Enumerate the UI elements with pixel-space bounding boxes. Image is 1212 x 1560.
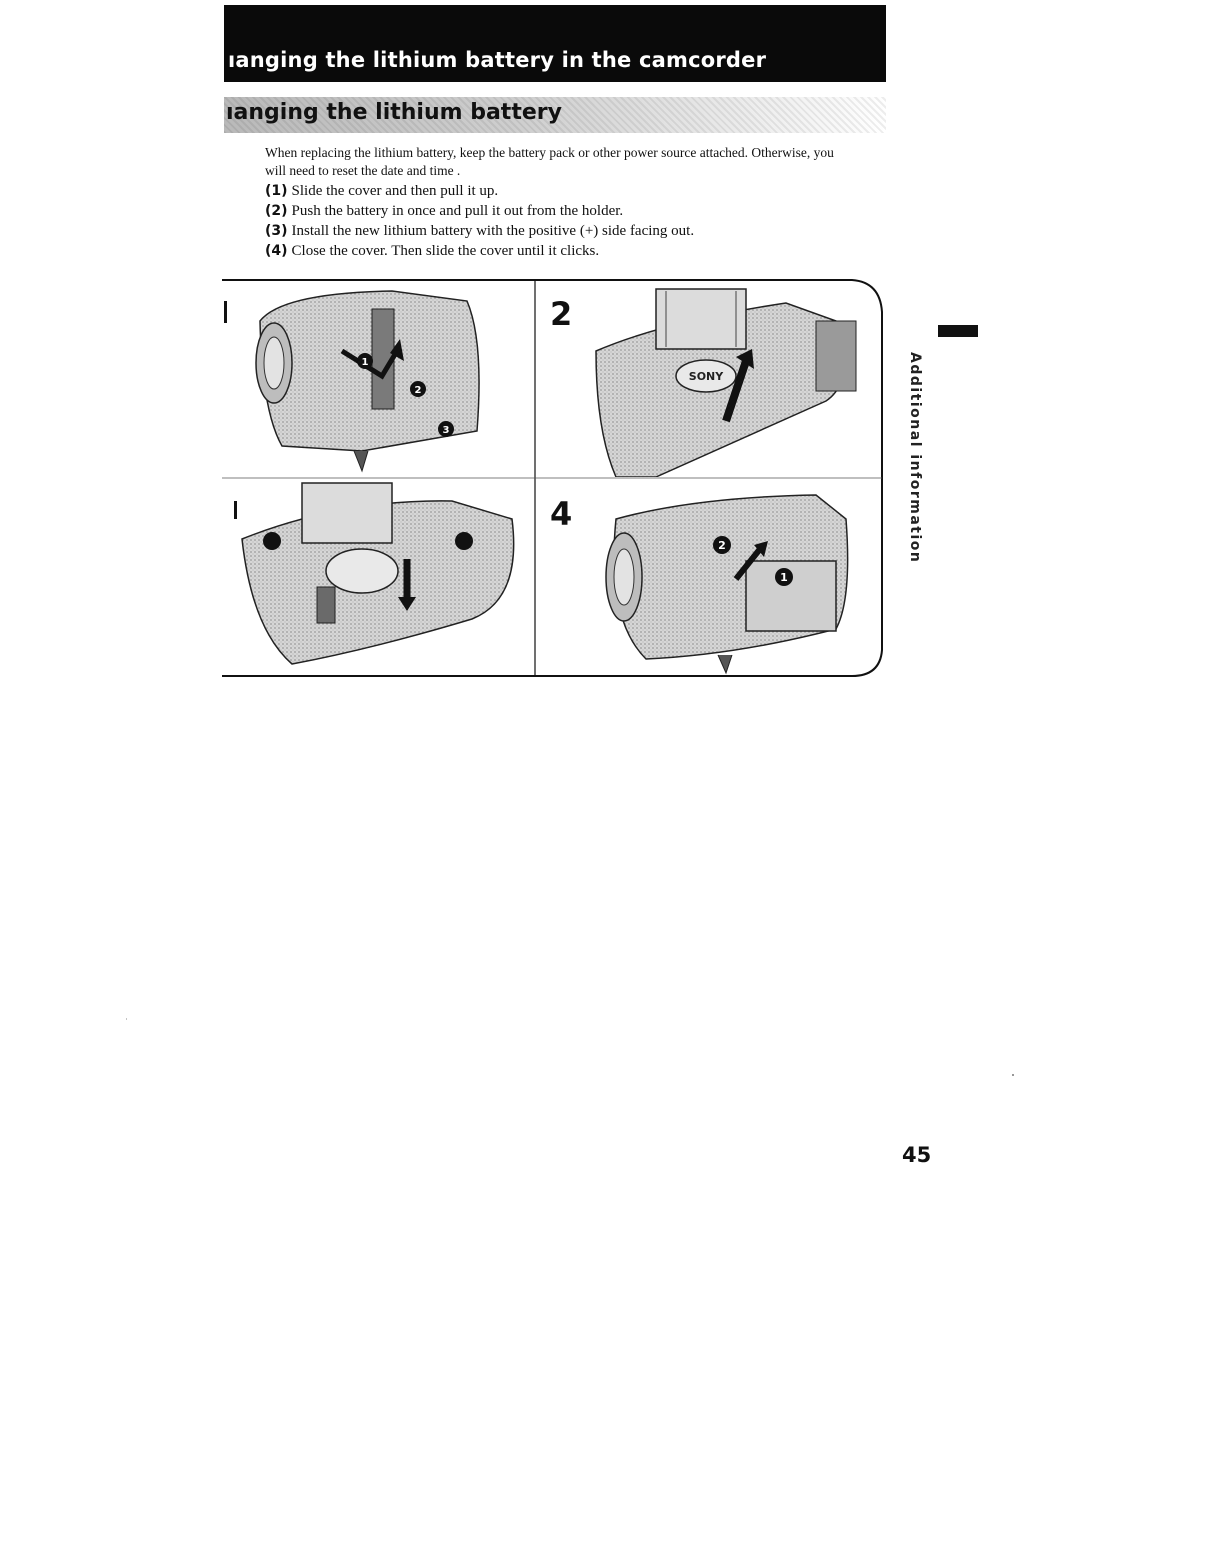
svg-text:3: 3	[442, 425, 450, 436]
svg-text:2: 2	[718, 539, 726, 552]
figure-panel-2	[536, 281, 880, 477]
battery-replacement-figure	[222, 272, 886, 678]
page-header-bar	[224, 5, 886, 82]
figure-panel-4	[536, 479, 880, 675]
step-number: (3)	[265, 223, 288, 239]
step-number: (2)	[265, 203, 288, 219]
step-item	[265, 241, 694, 261]
figure-panel-3	[222, 479, 534, 675]
cover-close-illustration-icon	[536, 479, 880, 675]
step-item	[265, 181, 694, 201]
step-number: (1)	[265, 183, 288, 199]
panel-label-2: 2	[550, 295, 573, 333]
step-number: (4)	[265, 243, 288, 259]
figure-panel-1	[222, 281, 534, 477]
step-text: Close the cover. Then slide the cover until it clicks.	[291, 243, 600, 259]
svg-text:1: 1	[361, 357, 369, 368]
step-item	[265, 221, 694, 241]
svg-text:2: 2	[414, 385, 422, 396]
step-text: Push the battery in once and pull it out from the holder.	[291, 203, 624, 219]
battery-removal-illustration-icon	[536, 281, 880, 477]
svg-text:1: 1	[780, 571, 788, 584]
step-item	[265, 201, 694, 221]
section-heading: ıanging the lithium battery	[226, 100, 562, 125]
battery-insert-illustration-icon	[222, 479, 534, 675]
panel-label-4: 4	[550, 495, 573, 533]
brand-marking: SONY	[688, 370, 724, 383]
scan-speck	[126, 1018, 127, 1020]
step-text: Slide the cover and then pull it up.	[291, 183, 499, 199]
side-tab-label: Additional information	[907, 352, 923, 564]
camcorder-open-cover-illustration-icon	[222, 281, 534, 477]
steps-list	[265, 181, 694, 261]
section-heading-strip	[224, 97, 886, 133]
page-number: 45	[902, 1143, 932, 1167]
step-text: Install the new lithium battery with the positive (+) side facing out.	[291, 223, 695, 239]
page-title: ıanging the lithium battery in the camcorder	[228, 48, 767, 72]
intro-paragraph: When replacing the lithium battery, keep the battery pack or other power source attached. Otherwise, you will need to reset the date and time .	[265, 145, 834, 178]
scan-speck	[1012, 1074, 1014, 1076]
side-tab-marker	[938, 325, 978, 337]
